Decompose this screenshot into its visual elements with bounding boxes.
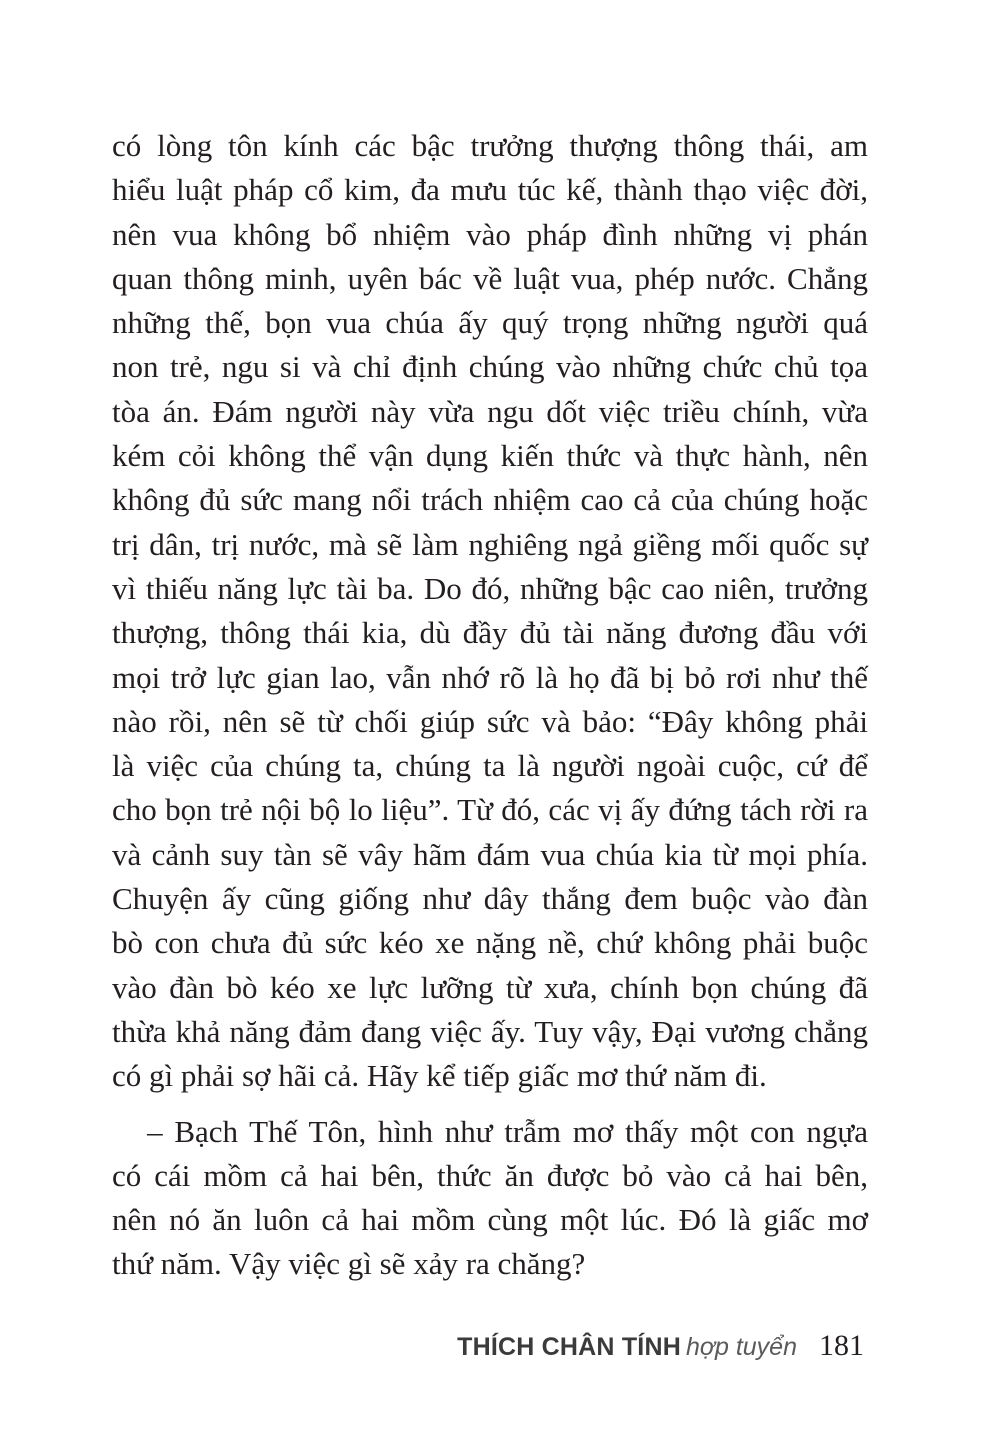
text-line: có lòng tôn kính các bậc trưởng thượng thông thái, am (112, 128, 868, 163)
text-line: có gì phải sợ hãi cả. Hãy kể tiếp giấc mơ thứ năm đi. (112, 1058, 767, 1094)
text-line: vì thiếu năng lực tài ba. Do đó, những bậc cao niên, trưởng (112, 570, 868, 606)
text-line: hiểu luật pháp cổ kim, đa mưu túc kế, thành thạo việc đời, (112, 172, 868, 208)
text-line: cho bọn trẻ nội bộ lo liệu”. Từ đó, các vị ấy đứng tách rời ra (112, 792, 868, 828)
page-body (112, 124, 868, 1287)
text-line: nào rồi, nên sẽ từ chối giúp sức và bảo: “Đây không phải (112, 703, 868, 739)
page-footer (457, 1326, 864, 1366)
footer-collection: hợp tuyển (685, 1333, 797, 1361)
paragraph-1 (112, 124, 868, 1099)
text-line: non trẻ, ngu si và chỉ định chúng vào những chức chủ tọa (112, 349, 868, 385)
text-line: là việc của chúng ta, chúng ta là người ngoài cuộc, cứ để (112, 748, 868, 784)
text-line: có cái mồm cả hai bên, thức ăn được bỏ vào cả hai bên, (112, 1157, 868, 1193)
text-line: bò con chưa đủ sức kéo xe nặng nề, chứ không phải buộc (112, 925, 868, 961)
text-line: nên vua không bổ nhiệm vào pháp đình những vị phán (112, 216, 868, 252)
text-line: – Bạch Thế Tôn, hình như trẫm mơ thấy một con ngựa (112, 1113, 868, 1149)
page-number: 181 (819, 1329, 864, 1362)
text-line: và cảnh suy tàn sẽ vây hãm đám vua chúa kia từ mọi phía. (112, 836, 868, 872)
text-line: không đủ sức mang nổi trách nhiệm cao cả của chúng hoặc (112, 482, 868, 518)
text-line: thứ năm. Vậy việc gì sẽ xảy ra chăng? (112, 1246, 586, 1282)
text-line: trị dân, trị nước, mà sẽ làm nghiêng ngả giềng mối quốc sự (112, 526, 868, 562)
text-line: vào đàn bò kéo xe lực lưỡng từ xưa, chính bọn chúng đã (112, 969, 868, 1005)
text-line: những thế, bọn vua chúa ấy quý trọng những người quá (112, 305, 868, 341)
text-line: thừa khả năng đảm đang việc ấy. Tuy vậy, Đại vương chẳng (112, 1013, 868, 1049)
text-line: thượng, thông thái kia, dù đầy đủ tài năng đương đầu với (112, 615, 868, 651)
text-line: tòa án. Đám người này vừa ngu dốt việc triều chính, vừa (112, 393, 868, 429)
footer-author: THÍCH CHÂN TÍNH (457, 1333, 681, 1361)
paragraph-2 (112, 1110, 868, 1287)
text-line: Chuyện ấy cũng giống như dây thắng đem buộc vào đàn (112, 881, 868, 917)
text-line: nên nó ăn luôn cả hai mồm cùng một lúc. Đó là giấc mơ (112, 1202, 868, 1238)
text-line: kém cỏi không thể vận dụng kiến thức và thực hành, nên (112, 438, 868, 474)
text-line: mọi trở lực gian lao, vẫn nhớ rõ là họ đã bị bỏ rơi như thế (112, 659, 868, 695)
text-line: quan thông minh, uyên bác về luật vua, phép nước. Chẳng (112, 260, 868, 296)
